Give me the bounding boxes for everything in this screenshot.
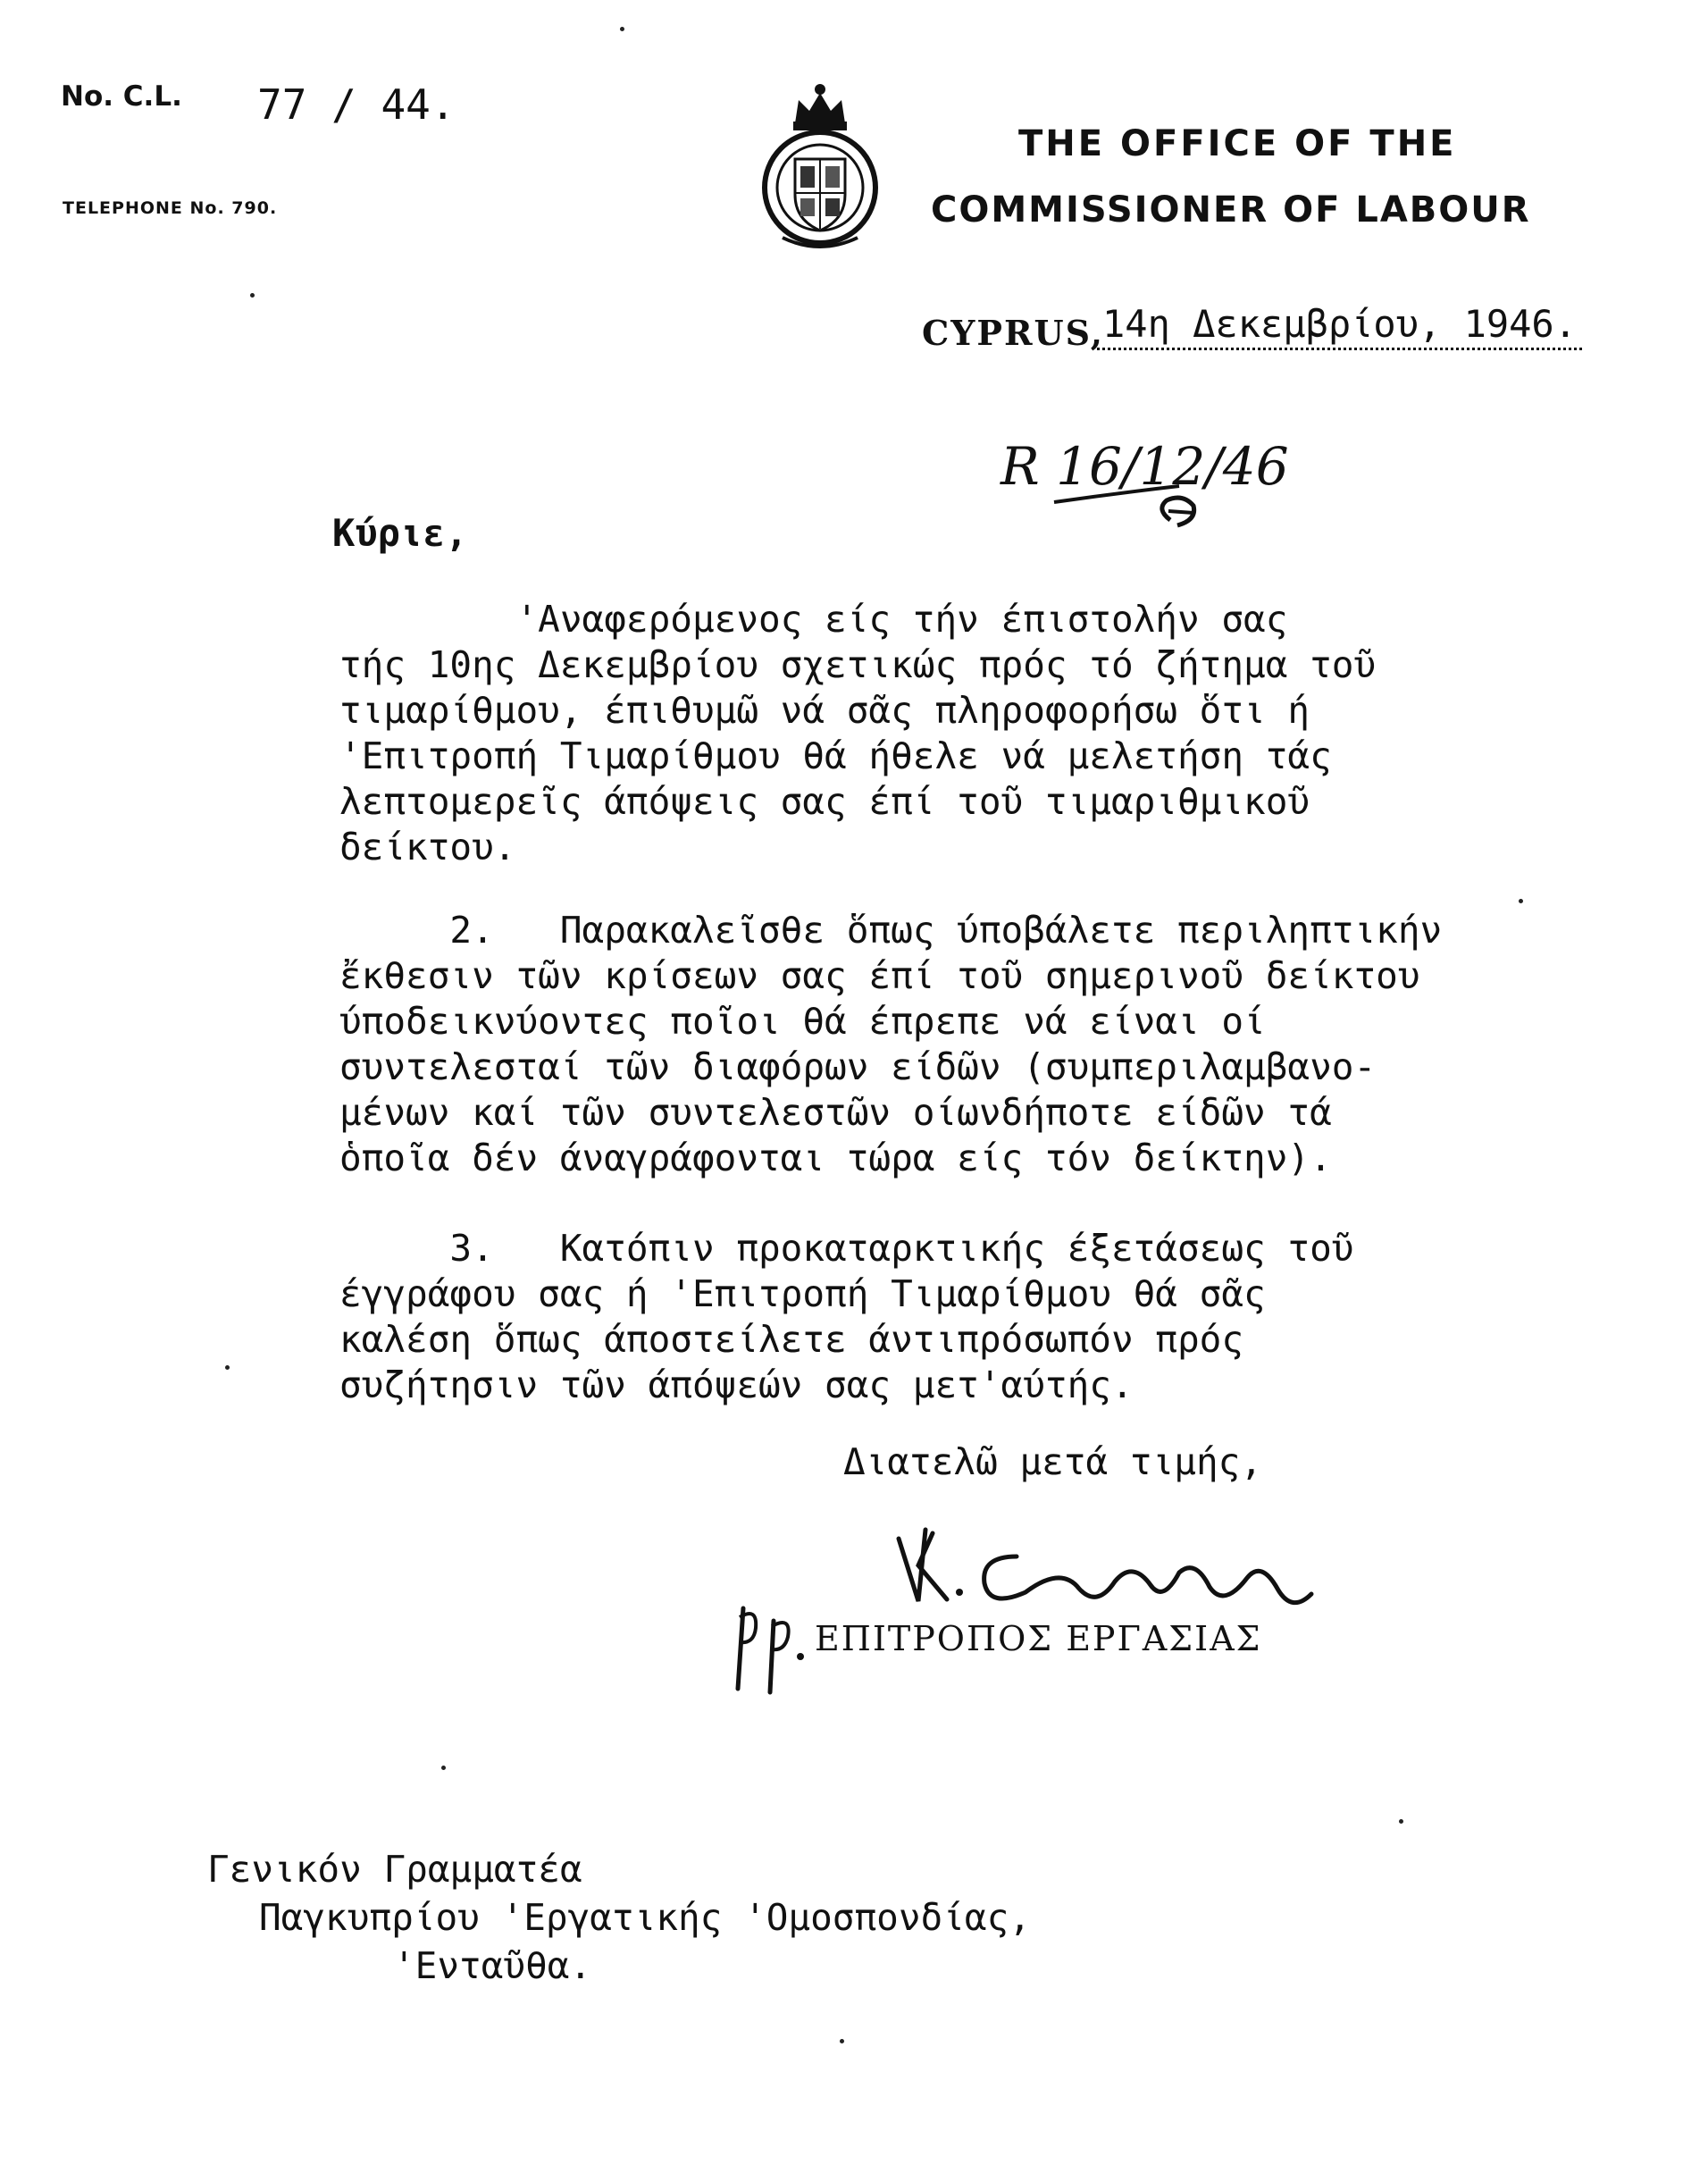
- handwritten-signature: [892, 1503, 1320, 1619]
- scan-speck: [1399, 1819, 1403, 1824]
- reference-label: No. C.L.: [61, 80, 182, 113]
- received-annotation-text: R 16/12/46: [1001, 436, 1289, 497]
- addressee-line-3: 'Ενταῦθα.: [393, 1944, 592, 1987]
- salutation: Κύριε,: [332, 511, 468, 555]
- received-annotation: [992, 386, 1331, 565]
- scan-speck: [250, 293, 255, 298]
- scan-speck: [225, 1365, 230, 1370]
- signatory-title: ΕΠΙΤΡΟΠΟΣ ΕΡΓΑΣΙΑΣ: [815, 1619, 1262, 1658]
- royal-coat-of-arms-icon: [758, 80, 883, 257]
- place-label: CYPRUS,: [922, 313, 1104, 353]
- closing-phrase: Διατελῶ μετά τιμής,: [843, 1440, 1262, 1483]
- office-title-line2: COMMISSIONER OF LABOUR: [931, 189, 1531, 231]
- scan-speck: [1519, 899, 1523, 903]
- addressee-line-2: Παγκυπρίου 'Εργατικής 'Ομοσπονδίας,: [259, 1896, 1031, 1939]
- telephone-number: TELEPHONE No. 790.: [63, 198, 278, 218]
- reference-number: 77 / 44.: [257, 80, 456, 129]
- addressee-line-1: Γενικόν Γραμματέα: [207, 1848, 582, 1891]
- scan-speck: [840, 2039, 844, 2043]
- scan-speck: [441, 1766, 446, 1770]
- scan-speck: [620, 27, 624, 31]
- letter-date: 14η Δεκεμβρίου, 1946.: [1097, 302, 1582, 350]
- body-paragraph-2: 2. Παρακαλεῖσθε ὅπως ύποβάλετε περιληπτικήν ἔκθεσιν τῶν κρίσεων σας έπί τοῦ σημερινοῦ δείκτου ύποδεικνύοντες ποῖοι θά έπρεπε νά είναι οί συντελεσταί τῶν διαφόρων είδῶν (συμπεριλαμβανο- μένων καί τῶν συντελεστῶν οίωνδήποτε είδῶν τά ὁποῖα δέν άναγράφονται τώρα είς τόν δείκτην).: [339, 909, 1443, 1179]
- body-paragraph-3: 3. Κατόπιν προκαταρκτικής έξετάσεως τοῦ έγγράφου σας ή 'Επιτροπή Τιμαρίθμου θά σᾶς καλέση ὅπως άποστείλετε άντιπρόσωπόν πρός συζήτησιν τῶν άπόψεών σας μετ'αύτής.: [339, 1227, 1354, 1406]
- per-procurationem-mark: [731, 1590, 820, 1698]
- body-paragraph-1: 'Αναφερόμενος είς τήν έπιστολήν σας τής 10ης Δεκεμβρίου σχετικώς πρός τό ζήτημα τοῦ τιμαρίθμου, έπιθυμῶ νά σᾶς πληροφορήσω ὅτι ή 'Επιτροπή Τιμαρίθμου θά ήθελε νά μελετήση τάς λεπτομερεῖς άπόψεις σας έπί τοῦ τιμαριθμικοῦ δείκτου.: [339, 598, 1377, 868]
- office-title-line1: THE OFFICE OF THE: [1018, 123, 1457, 164]
